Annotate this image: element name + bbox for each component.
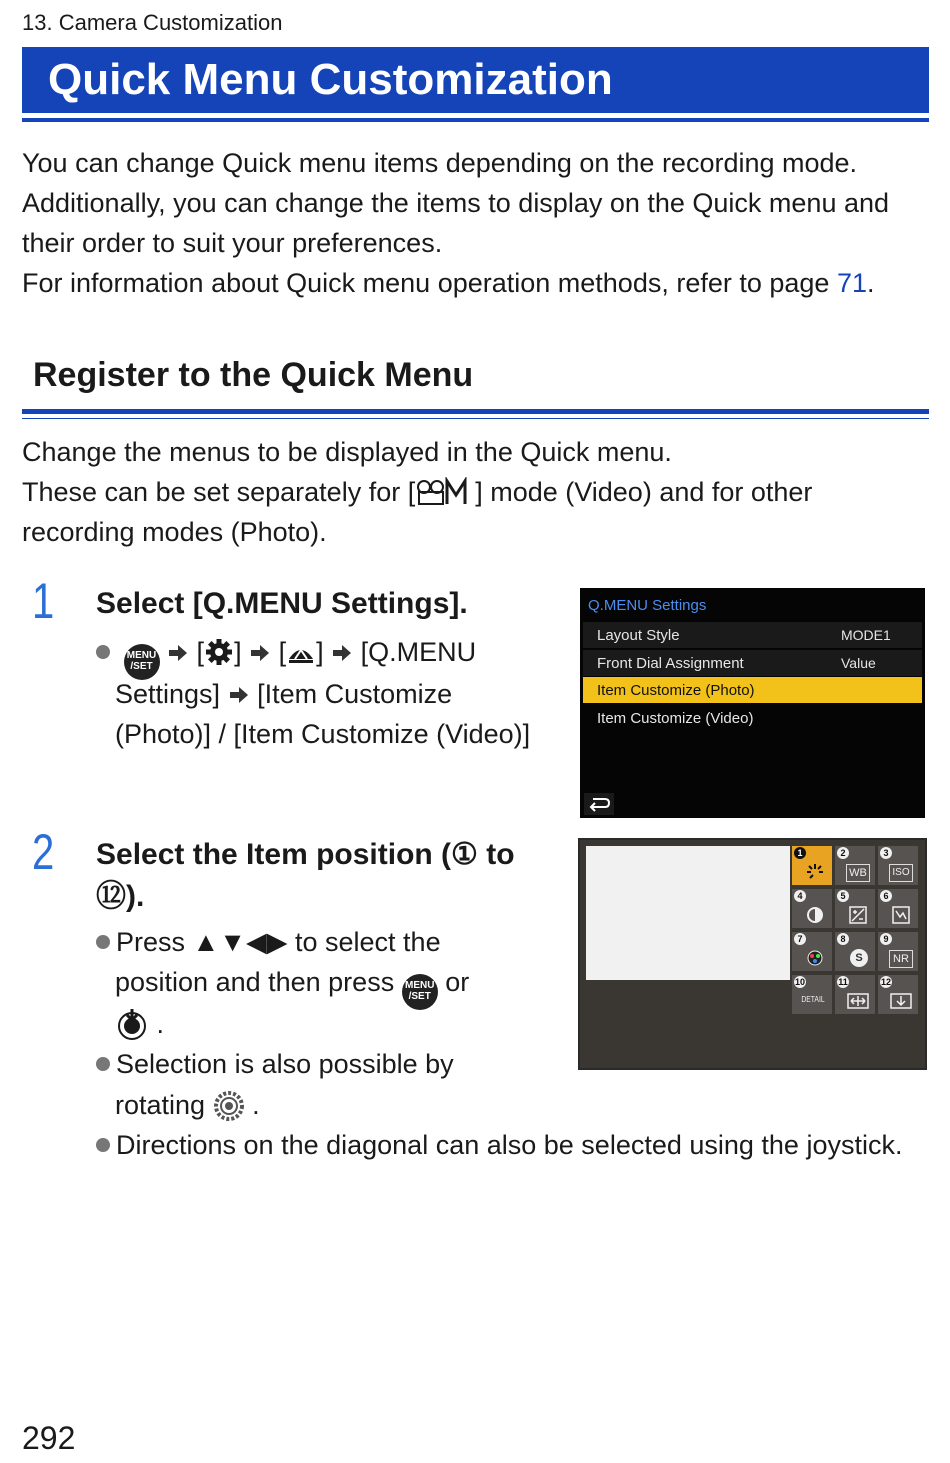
page-link[interactable]: 71	[836, 268, 867, 298]
position-cell-4[interactable]: 4	[792, 889, 832, 928]
arrow-right-icon	[228, 685, 250, 705]
menu-set-button-icon: MENU /SET	[402, 974, 438, 1010]
position-cell-10[interactable]: 10 DETAIL	[792, 975, 832, 1014]
step-1-path: MENU /SET [ ] [ ] [Q.MENU	[96, 632, 476, 680]
step-2-bullet-2: Selection is also possible by	[96, 1044, 454, 1084]
section-desc-1: Change the menus to be displayed in the Quick menu.	[22, 437, 672, 467]
position-cell-7[interactable]: 7	[792, 932, 832, 971]
intro-ref-text: For information about Quick menu operation methods, refer to page	[22, 268, 837, 298]
screen-title: Q.MENU Settings	[588, 597, 707, 614]
title-divider	[22, 118, 929, 122]
intro-line-1: You can change Quick menu items depending on the recording mode.	[22, 148, 858, 178]
noise-reduction-icon: NR	[889, 950, 913, 968]
step-1-path-line-3: (Photo)] / [Item Customize (Video)]	[115, 719, 531, 749]
step-1-path-line-2: Settings] [Item Customize	[115, 679, 453, 709]
position-cell-2[interactable]: 2 WB	[835, 846, 875, 885]
section-divider-thin	[22, 418, 929, 419]
menu-row-item-customize-video[interactable]: Item Customize (Video)	[597, 710, 754, 727]
bullet-dot	[96, 645, 110, 659]
arrow-right-icon	[249, 643, 271, 663]
section-divider	[22, 409, 929, 414]
intro-line-4	[22, 263, 875, 303]
position-cell-12[interactable]: 12	[878, 975, 918, 1014]
step-2-bullet-1-line-3: .	[115, 1004, 164, 1044]
position-cell-9[interactable]: 9 NR	[878, 932, 918, 971]
step-2-title-line-2: ⑫).	[96, 880, 145, 913]
chapter-header: 13. Camera Customization	[22, 10, 283, 35]
position-cell-6[interactable]: 6	[878, 889, 918, 928]
menu-row-item-customize-photo[interactable]: Item Customize (Photo)	[583, 677, 922, 703]
arrow-right-icon	[167, 643, 189, 663]
iso-icon: ISO	[889, 864, 913, 882]
step-2-bullet-1: Press ▲▼◀▶ to select the	[96, 922, 441, 962]
qmenu-settings-screen	[580, 588, 925, 818]
position-cell-1[interactable]: 1	[792, 846, 832, 885]
bullet-dot	[96, 1138, 110, 1152]
white-balance-icon: WB	[846, 864, 870, 882]
step-2-bullet-2-line-2: rotating .	[115, 1090, 260, 1120]
page-title: Quick Menu Customization	[48, 55, 613, 104]
intro-line-2: Additionally, you can change the items to display on the Quick menu and	[22, 188, 890, 218]
section-desc-3: recording modes (Photo).	[22, 517, 327, 547]
step-2-title-line-1: Select the Item position (① to	[96, 838, 515, 871]
path-qmenu: [Q.MENU	[360, 637, 477, 667]
step-1-number: 1	[32, 573, 55, 629]
creative-video-mode-icon	[415, 477, 475, 507]
joystick-press-icon	[115, 1007, 149, 1041]
step-2-bullet-3: Directions on the diagonal can also be selected using the joystick.	[96, 1125, 902, 1165]
section-desc-2-prefix: These can be set separately for [	[22, 477, 416, 507]
live-view-preview	[586, 846, 790, 980]
step-1-title: Select [Q.MENU Settings].	[96, 587, 468, 620]
position-cell-3[interactable]: 3 ISO	[878, 846, 918, 885]
section-desc-2	[22, 472, 812, 512]
page-number: 292	[22, 1420, 76, 1456]
contrast-icon	[802, 905, 828, 925]
bullet-dot	[96, 935, 110, 949]
back-icon[interactable]	[584, 793, 614, 815]
position-cell-8[interactable]: 8 S	[835, 932, 875, 971]
step-2-bullet-1-line-2: position and then press MENU /SET or	[115, 962, 469, 1010]
color-filter-icon	[802, 948, 828, 968]
gear-icon	[204, 637, 234, 667]
title-bar	[22, 47, 929, 113]
aspect-ratio-icon	[845, 991, 871, 1011]
quick-menu-position-screen	[578, 838, 927, 1070]
sharpness-icon: S	[850, 949, 868, 967]
position-cell-5[interactable]: 5	[835, 889, 875, 928]
section-desc-2-suffix: ] mode (Video) and for other	[475, 477, 813, 507]
bullet-dot	[96, 1057, 110, 1071]
position-cell-11[interactable]: 11	[835, 975, 875, 1014]
menu-set-button-icon: MENU /SET	[124, 644, 160, 680]
detail-icon: DETAIL	[801, 995, 825, 1004]
operation-menu-icon	[286, 637, 316, 667]
intro-line-3: their order to suit your preferences.	[22, 228, 443, 258]
menu-row-front-dial[interactable]: Front Dial Assignment Value	[583, 650, 922, 676]
section-title: Register to the Quick Menu	[33, 356, 474, 394]
flash-adjust-icon	[888, 905, 914, 925]
intro-ref-end: .	[867, 268, 875, 298]
photo-style-icon	[802, 862, 828, 882]
menu-row-layout-style[interactable]: Layout Style MODE1	[583, 622, 922, 648]
control-dial-icon	[213, 1090, 245, 1122]
exposure-comp-icon	[845, 905, 871, 925]
picture-size-icon	[888, 991, 914, 1011]
arrow-right-icon	[331, 643, 353, 663]
step-2-number: 2	[32, 824, 55, 880]
